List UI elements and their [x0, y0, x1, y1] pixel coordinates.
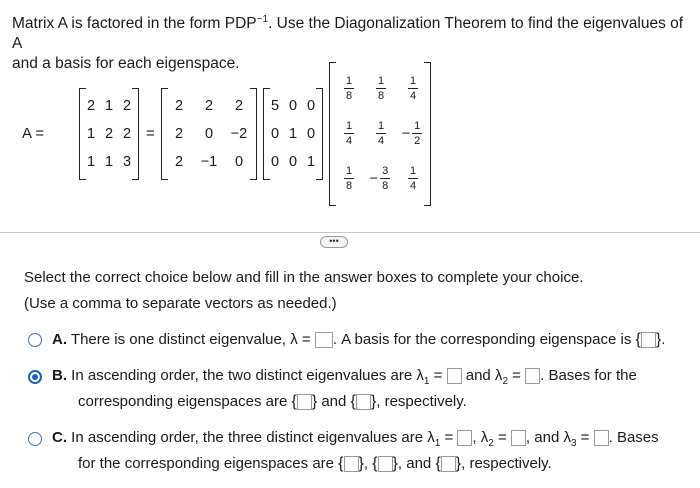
numerator: 1	[345, 120, 353, 132]
matrix-p-cell: 2	[174, 154, 184, 170]
matrix-a-cell: 2	[122, 126, 132, 142]
matrix-pinv-cell	[396, 120, 428, 147]
choice-c-text4: =	[493, 429, 507, 446]
matrix-p-inverse	[332, 66, 428, 202]
choice-c-basis3-input[interactable]	[441, 456, 456, 472]
matrix-pinv-cell	[364, 75, 396, 102]
matrix-pinv-cell	[332, 165, 364, 192]
denominator: 8	[377, 90, 385, 102]
matrix-a-cell: 2	[104, 126, 114, 142]
equals-sign: =	[146, 125, 155, 142]
choice-b-sub2: 2	[502, 376, 508, 387]
matrix-a-cell: 1	[104, 98, 114, 114]
numerator: 1	[414, 120, 421, 132]
denominator: 8	[382, 180, 389, 192]
choice-b-text6: corresponding eigenspaces are	[78, 393, 288, 410]
matrix-a-cell: 3	[122, 154, 132, 170]
choice-c-basis2-input[interactable]	[378, 456, 393, 472]
choice-b-text2: =	[429, 367, 443, 384]
choice-a-radio[interactable]	[28, 333, 42, 347]
choice-c-text11: , respectively.	[461, 455, 552, 472]
choice-b-text5: . Bases for the	[540, 367, 637, 384]
choice-c-radio[interactable]	[28, 432, 42, 446]
choice-b-basis1-input[interactable]	[297, 394, 312, 410]
numerator: 1	[409, 75, 417, 87]
matrix-d-cell: 1	[306, 154, 316, 170]
matrix-d-cell: 0	[270, 126, 280, 142]
matrix-p-cell: 0	[234, 154, 244, 170]
denominator: 8	[345, 90, 353, 102]
instructions-line1: Select the correct choice below and fill in the answer boxes to complete your choice.	[24, 269, 584, 286]
choice-b-sub1: 1	[423, 376, 430, 387]
matrix-a-cell: 1	[86, 126, 96, 142]
more-button[interactable]: •••	[320, 236, 348, 248]
choice-b-text1: In ascending order, the two distinct eigenvalues are λ	[71, 367, 424, 384]
choice-c-text7: . Bases	[608, 429, 659, 446]
question-prompt	[12, 10, 692, 74]
denominator: 4	[377, 135, 385, 147]
matrix-p-cell: 2	[234, 98, 244, 114]
sign: −	[401, 125, 411, 142]
choice-c-label: C.	[52, 429, 67, 446]
matrix-d-cell: 0	[288, 98, 298, 114]
numerator: 1	[345, 165, 353, 177]
choice-b-text3: and λ	[461, 367, 503, 384]
choice-b-label: B.	[52, 367, 67, 384]
matrix-a	[82, 92, 136, 176]
matrix-pinv-cell	[332, 120, 364, 147]
choice-a-label: A.	[52, 331, 67, 348]
sign: −	[369, 170, 379, 187]
numerator: 1	[345, 75, 353, 87]
choice-a-text2: . A basis for the corresponding eigenspace is	[332, 331, 632, 348]
matrix-p-cell: 2	[204, 98, 214, 114]
choice-b-radio[interactable]	[28, 370, 42, 384]
choice-c-lambda2-input[interactable]	[511, 430, 526, 446]
choice-c-text6: =	[576, 429, 590, 446]
denominator: 4	[345, 135, 353, 147]
matrix-d-cell: 0	[288, 154, 298, 170]
matrix-pinv-cell	[396, 165, 428, 192]
numerator: 1	[409, 165, 417, 177]
matrix-p-cell: 2	[174, 126, 184, 142]
choice-b-text7: and	[317, 393, 351, 410]
matrix-d	[266, 92, 320, 176]
denominator: 4	[409, 180, 417, 192]
matrix-a-cell: 2	[122, 98, 132, 114]
choice-a-text3: .	[661, 331, 666, 348]
choice-a-eigenvalue-input[interactable]	[315, 332, 333, 348]
choice-c-sub2: 2	[488, 438, 494, 449]
matrix-pinv-cell	[396, 75, 428, 102]
matrix-d-cell: 5	[270, 98, 280, 114]
numerator: 1	[377, 120, 385, 132]
choice-c-lambda3-input[interactable]	[594, 430, 609, 446]
choice-c-basis1-input[interactable]	[344, 456, 359, 472]
choice-a-text1: There is one distinct eigenvalue, λ =	[70, 331, 311, 348]
choice-c-text1: In ascending order, the three distinct eigenvalues are λ	[71, 429, 435, 446]
numerator: 3	[382, 165, 389, 177]
matrix-d-cell: 0	[306, 98, 316, 114]
matrix-a-cell: 1	[104, 154, 114, 170]
choice-c-lambda1-input[interactable]	[457, 430, 472, 446]
matrix-pinv-cell	[364, 120, 396, 147]
denominator: 8	[345, 180, 353, 192]
matrix-a-cell: 2	[86, 98, 96, 114]
choice-c-sub3: 3	[570, 438, 577, 449]
prompt-line2: and a basis for each eigenspace.	[12, 55, 240, 73]
denominator: 2	[414, 135, 421, 147]
choice-c-text9: ,	[363, 455, 369, 472]
choice-c-text3: , λ	[472, 429, 489, 446]
choice-c-text5: , and λ	[525, 429, 571, 446]
matrix-p-cell: 0	[204, 126, 214, 142]
choice-b-text8: , respectively.	[376, 393, 467, 410]
prompt-exponent: −1	[256, 14, 269, 25]
choice-b-lambda1-input[interactable]	[447, 368, 462, 384]
matrix-p	[164, 92, 254, 176]
matrix-d-cell: 0	[270, 154, 280, 170]
prompt-line1-b: . Use the Diagonalization Theorem to find the eigenvalues of A	[12, 15, 684, 53]
choice-c-text10: , and	[397, 455, 432, 472]
matrix-p-cell: 2	[174, 98, 184, 114]
matrix-pinv-cell	[364, 165, 396, 192]
instructions-line2: (Use a comma to separate vectors as needed.)	[24, 295, 337, 312]
choice-b-basis2-input[interactable]	[356, 394, 371, 410]
choice-b-text4: =	[508, 367, 521, 384]
choice-c-text2: =	[440, 429, 454, 446]
matrix-p-cell: −2	[230, 126, 248, 142]
matrix-p-cell: −1	[200, 154, 218, 170]
prompt-line1-a: Matrix A is factored in the form PDP	[12, 15, 257, 33]
matrix-pinv-cell	[332, 75, 364, 102]
matrix-d-cell: 1	[288, 126, 298, 142]
choice-a-basis-input[interactable]	[641, 332, 656, 348]
numerator: 1	[377, 75, 385, 87]
choice-c-text8: for the corresponding eigenspaces are	[78, 455, 334, 472]
choice-c-sub1: 1	[434, 438, 441, 449]
denominator: 4	[409, 90, 417, 102]
equation-lhs: A =	[22, 125, 45, 142]
section-divider	[0, 232, 700, 233]
matrix-a-cell: 1	[86, 154, 96, 170]
matrix-d-cell: 0	[306, 126, 316, 142]
choice-b-lambda2-input[interactable]	[525, 368, 540, 384]
